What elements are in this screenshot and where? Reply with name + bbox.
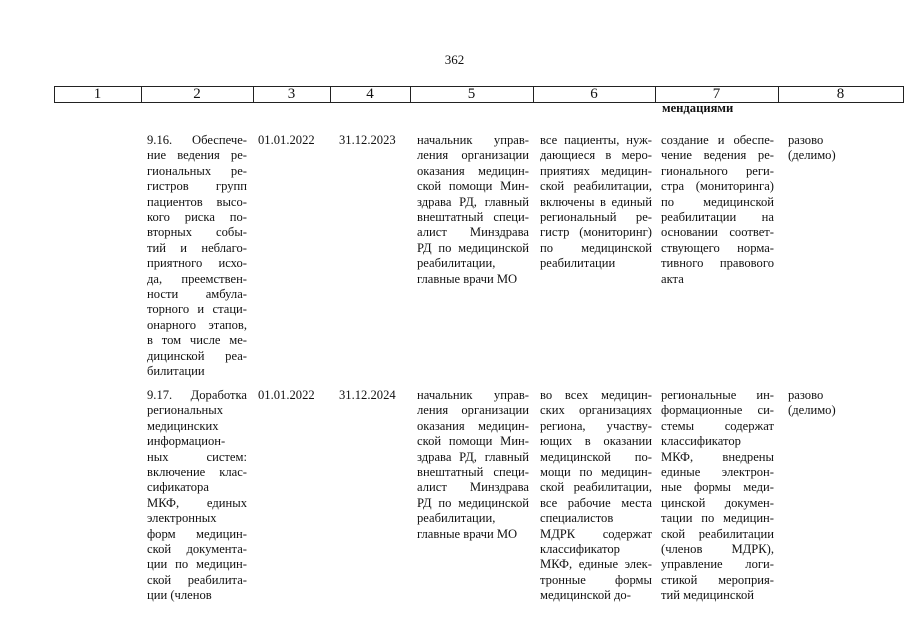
cell-line: все рабочие места <box>540 495 652 510</box>
table-header-bottom-border <box>54 102 904 103</box>
cell-line: МДРК содержат <box>540 526 652 541</box>
cell-line: 9.16. Обеспече- <box>147 133 247 147</box>
cell-line: торного и стаци- <box>147 302 247 317</box>
cell-line: (делимо) <box>788 403 836 418</box>
cell-line: билитации <box>147 364 205 379</box>
cell-line: ской реабилита- <box>147 572 247 587</box>
column-header-6: 6 <box>590 86 598 102</box>
row-9-17-result <box>540 388 652 604</box>
cell-line: РД по медицинской <box>417 495 529 510</box>
row-9-16-result <box>540 133 652 272</box>
cell-line: внештатный специ- <box>417 210 529 225</box>
cell-line: ности амбула- <box>147 287 247 302</box>
cell-line: вторных собы- <box>147 225 247 240</box>
cell-line: разово <box>788 388 824 402</box>
row-9-17-end-date: 31.12.2024 <box>339 388 396 402</box>
cell-line: тий медицинской <box>661 588 754 603</box>
cell-line: дающиеся в меро- <box>540 148 652 163</box>
column-header-7: 7 <box>712 86 721 102</box>
cell-line: ные формы меди- <box>661 480 774 495</box>
cell-line: МКФ, единые элек- <box>540 557 652 572</box>
cell-line: здрава РД, главный <box>417 194 529 209</box>
row-9-16-action <box>147 133 247 380</box>
cell-line: МКФ, внедрены <box>661 449 774 464</box>
cell-line: приятиях медицин- <box>540 163 652 178</box>
cell-line: медицинской по- <box>540 449 652 464</box>
row-9-17-frequency <box>788 388 836 419</box>
cell-line: реабилитации, <box>417 256 496 271</box>
cell-line: специалистов <box>540 511 614 526</box>
cell-line: (членов МДРК), <box>661 542 774 557</box>
cell-line: создание и обеспе- <box>661 133 774 147</box>
cell-line: единые электрон- <box>661 465 774 480</box>
cell-line: (делимо) <box>788 148 836 163</box>
row-9-17-responsible <box>417 388 529 542</box>
cell-line: включены в единый <box>540 194 652 209</box>
cell-line: ствующего норма- <box>661 240 774 255</box>
cell-line: алист Минздрава <box>417 480 529 495</box>
cell-line: начальник управ- <box>417 388 529 402</box>
cell-line: приятного исхо- <box>147 256 247 271</box>
cell-line: региональных <box>147 403 224 418</box>
cell-line: классификатор <box>540 542 620 557</box>
cell-line: МКФ, единых <box>147 495 247 510</box>
cell-line: во всех медицин- <box>540 388 652 402</box>
cell-line: ской реабилитации, <box>540 480 652 495</box>
page-number: 362 <box>444 52 465 67</box>
row-9-16-start-date: 01.01.2022 <box>258 133 315 147</box>
cell-line: дицинской реа- <box>147 348 247 363</box>
row-9-16-end-date: 31.12.2023 <box>339 133 396 147</box>
cell-line: стикой мероприя- <box>661 572 774 587</box>
row-9-17-start-date: 01.01.2022 <box>258 388 315 402</box>
cell-line: ской реабилитации, <box>540 179 652 194</box>
cell-line: информацион- <box>147 434 226 449</box>
cell-line: ской документа- <box>147 542 247 557</box>
cell-line: форм медицин- <box>147 526 247 541</box>
cell-line: оказания медицин- <box>417 163 529 178</box>
cell-line: ющих в оказании <box>540 434 652 449</box>
row-9-17-action <box>147 388 247 604</box>
row-9-16-frequency <box>788 133 836 164</box>
cell-line: электронных <box>147 511 217 526</box>
cell-line: гистр (мониторинг) <box>540 225 652 240</box>
cell-line: ской помощи Мин- <box>417 179 529 194</box>
cell-line: реабилитации, <box>417 511 496 526</box>
cell-line: тронные формы <box>540 572 652 587</box>
cell-line: стра (мониторинга) <box>661 179 774 194</box>
cell-line: по медицинской <box>661 194 774 209</box>
column-header-5: 5 <box>467 86 476 102</box>
cell-line: ской помощи Мин- <box>417 434 529 449</box>
cell-line: тивного правового <box>661 256 774 271</box>
cell-line: здрава РД, главный <box>417 449 529 464</box>
column-header-2: 2 <box>193 86 201 102</box>
cell-line: в том числе ме- <box>147 333 247 348</box>
cell-line: региональный ре- <box>540 210 652 225</box>
cell-line: акта <box>661 271 684 286</box>
column-header-4: 4 <box>366 86 374 102</box>
cell-line: оказания медицин- <box>417 418 529 433</box>
cell-line: главные врачи МО <box>417 526 518 541</box>
cell-line: гистров групп <box>147 179 247 194</box>
cell-line: тий и неблаго- <box>147 240 247 255</box>
cell-line: ных систем: <box>147 449 247 464</box>
cell-line: формационные си- <box>661 403 774 418</box>
cell-line: главные врачи МО <box>417 271 518 286</box>
column-header-3: 3 <box>287 86 296 102</box>
row-9-16-indicator <box>661 133 774 287</box>
cell-line: тации по медицин- <box>661 511 774 526</box>
cell-line: РД по медицинской <box>417 240 529 255</box>
cell-line: региональные ин- <box>661 388 774 402</box>
cell-line: внештатный специ- <box>417 465 529 480</box>
continuation-text: мендациями <box>662 101 734 115</box>
cell-line: гиональных ре- <box>147 163 247 178</box>
cell-line: онарного этапов, <box>147 317 247 332</box>
cell-line: ской реабилитации <box>661 526 774 541</box>
cell-line: начальник управ- <box>417 133 529 147</box>
row-9-17-indicator <box>661 388 774 604</box>
cell-line: медицинских <box>147 418 219 433</box>
cell-line: по медицинской <box>540 240 652 255</box>
cell-line: ние ведения ре- <box>147 148 247 163</box>
cell-line: да, преемствен- <box>147 271 247 286</box>
cell-line: алист Минздрава <box>417 225 529 240</box>
cell-line: цинской докумен- <box>661 495 774 510</box>
cell-line: 9.17. Доработка <box>147 388 247 402</box>
column-header-8: 8 <box>836 86 845 102</box>
cell-line: медицинской до- <box>540 588 631 603</box>
row-9-16-responsible <box>417 133 529 287</box>
cell-line: ления организации <box>417 403 529 418</box>
column-header-1: 1 <box>93 86 102 102</box>
cell-line: мощи по медицин- <box>540 465 652 480</box>
cell-line: гионального реги- <box>661 163 774 178</box>
cell-line: основании соответ- <box>661 225 774 240</box>
header-divider <box>903 86 904 102</box>
cell-line: сификатора <box>147 480 209 495</box>
cell-line: ских организациях <box>540 403 652 418</box>
cell-line: разово <box>788 133 824 147</box>
cell-line: кого риска по- <box>147 210 247 225</box>
cell-line: реабилитации на <box>661 210 774 225</box>
cell-line: региона, участву- <box>540 418 652 433</box>
cell-line: классификатор <box>661 434 741 449</box>
cell-line: пациентов высо- <box>147 194 247 209</box>
cell-line: все пациенты, нуж- <box>540 133 652 147</box>
cell-line: управление логи- <box>661 557 774 572</box>
cell-line: ления организации <box>417 148 529 163</box>
cell-line: включение клас- <box>147 465 247 480</box>
cell-line: чение ведения ре- <box>661 148 774 163</box>
cell-line: ции по медицин- <box>147 557 247 572</box>
cell-line: стемы содержат <box>661 418 774 433</box>
cell-line: ции (членов <box>147 588 212 603</box>
cell-line: реабилитации <box>540 256 616 271</box>
